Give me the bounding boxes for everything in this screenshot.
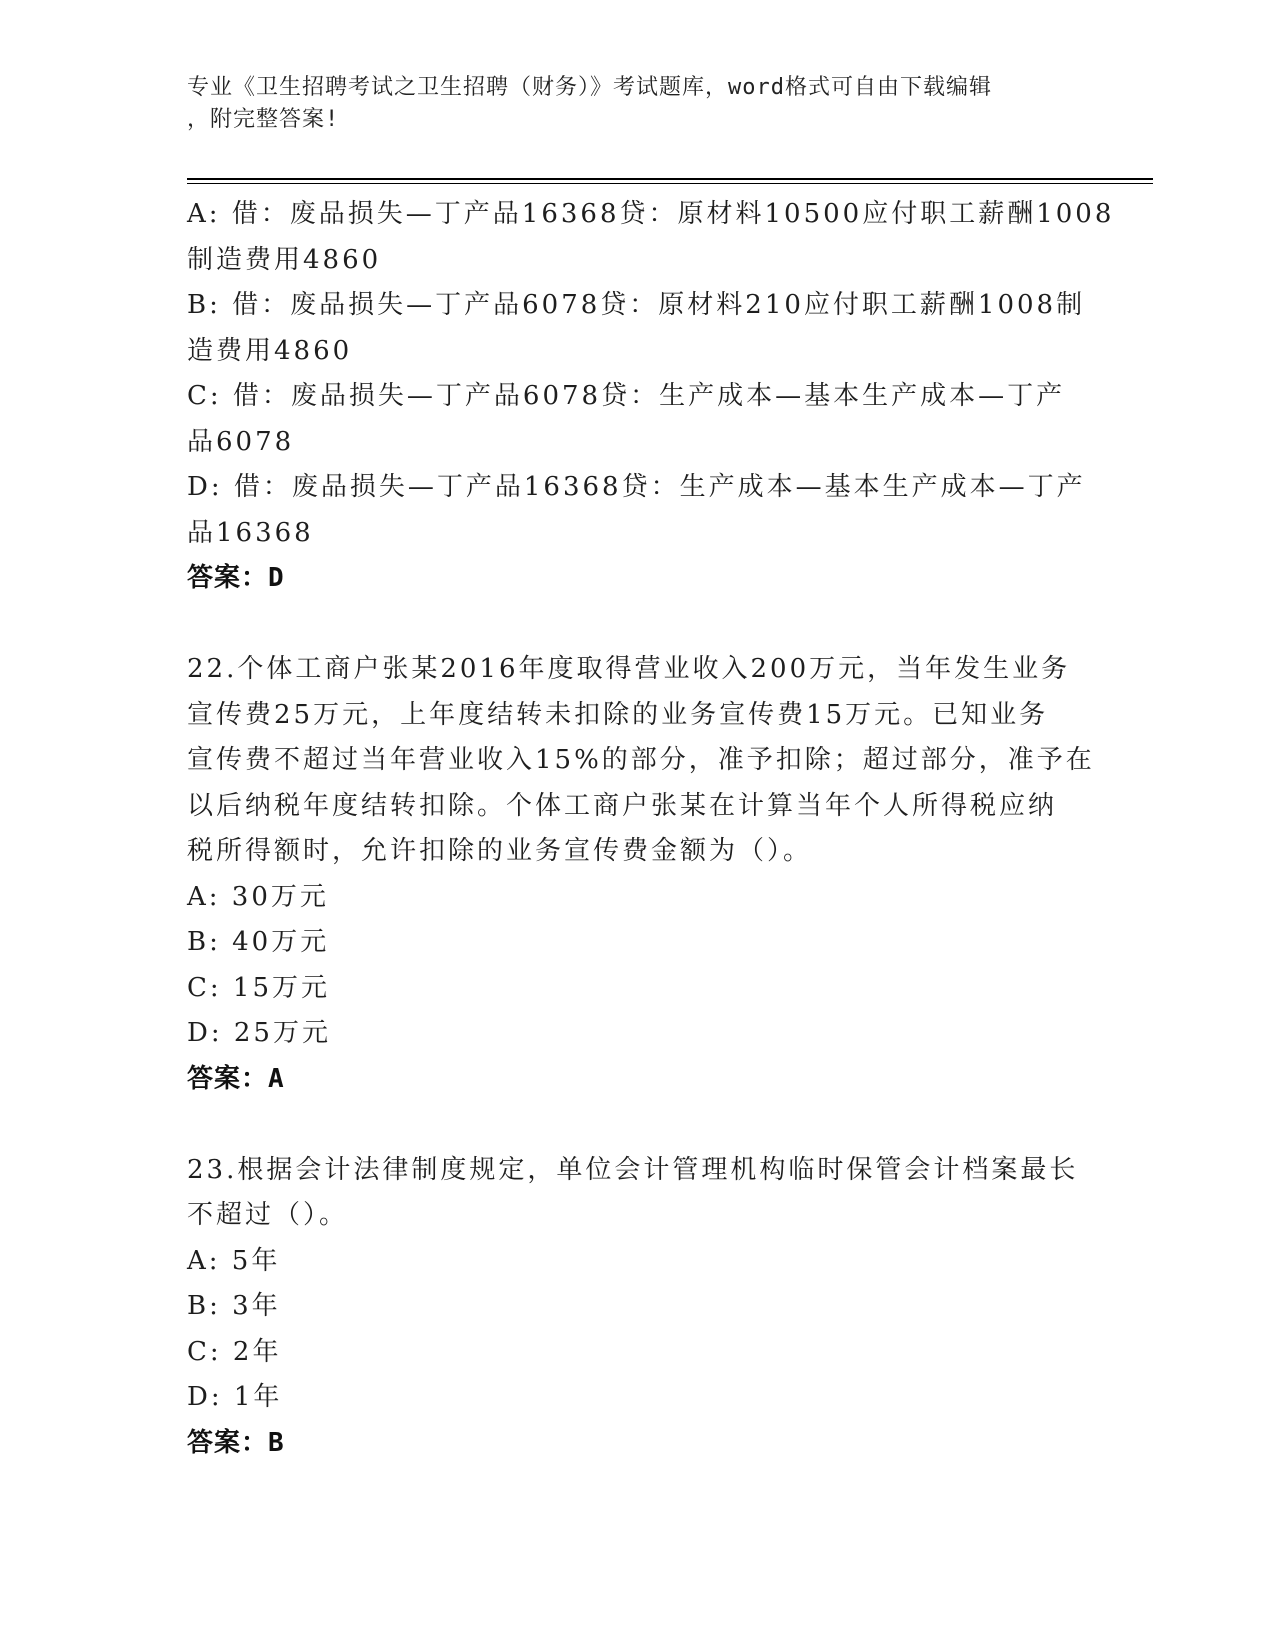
question-22-stem-line-2: 宣传费25万元，上年度结转未扣除的业务宣传费15万元。已知业务 bbox=[187, 699, 1049, 730]
option-c-line-2: 品6078 bbox=[187, 426, 295, 457]
question-23 bbox=[187, 1148, 1087, 1467]
spacer bbox=[187, 1102, 1087, 1148]
question-22-option-d: D: 25万元 bbox=[187, 1018, 331, 1048]
option-b-line-1: B: 借：废品损失—丁产品6078贷：原材料210应付职工薪酬1008制 bbox=[187, 290, 1086, 320]
document-page bbox=[187, 72, 1153, 1466]
document-header bbox=[187, 72, 1067, 136]
question-22-option-a: A: 30万元 bbox=[187, 881, 329, 912]
answer-21: 答案：D bbox=[187, 563, 285, 593]
question-23-option-b: B: 3年 bbox=[187, 1291, 281, 1321]
header-divider bbox=[187, 178, 1153, 184]
answer-22: 答案：A bbox=[187, 1063, 285, 1094]
option-a-line-1: A: 借：废品损失—丁产品16368贷：原材料10500应付职工薪酬1008 bbox=[187, 199, 1115, 229]
question-23-stem-line-1: 23.根据会计法律制度规定，单位会计管理机构临时保管会计档案最长 bbox=[187, 1154, 1079, 1185]
question-23-option-a: A: 5年 bbox=[187, 1245, 281, 1276]
question-22-stem-line-5: 税所得额时，允许扣除的业务宣传费金额为（）。 bbox=[187, 836, 813, 866]
spacer bbox=[187, 602, 1087, 648]
question-22-stem-line-3: 宣传费不超过当年营业收入15%的部分，准予扣除；超过部分，准予在 bbox=[187, 745, 1095, 775]
header-line-1: 专业《卫生招聘考试之卫生招聘（财务）》考试题库，word格式可自由下载编辑 bbox=[187, 75, 992, 100]
option-c-line-1: C: 借：废品损失—丁产品6078贷：生产成本—基本生产成本—丁产 bbox=[187, 381, 1066, 411]
question-23-option-c: C: 2年 bbox=[187, 1336, 282, 1367]
option-d-line-2: 品16368 bbox=[187, 517, 314, 548]
question-list bbox=[187, 192, 1115, 1466]
question-23-stem-line-2: 不超过（）。 bbox=[187, 1200, 349, 1230]
question-23-option-d: D: 1年 bbox=[187, 1382, 283, 1412]
option-d-line-1: D: 借：废品损失—丁产品16368贷：生产成本—基本生产成本—丁产 bbox=[187, 472, 1086, 502]
question-22-stem-line-1: 22.个体工商户张某2016年度取得营业收入200万元，当年发生业务 bbox=[187, 654, 1071, 684]
answer-23: 答案：B bbox=[187, 1427, 285, 1458]
question-22-option-b: B: 40万元 bbox=[187, 927, 330, 957]
question-21 bbox=[187, 192, 1115, 602]
option-a-line-2: 制造费用4860 bbox=[187, 244, 382, 275]
option-b-line-2: 造费用4860 bbox=[187, 335, 353, 366]
header-line-2: ，附完整答案! bbox=[187, 107, 340, 132]
question-22-option-c: C: 15万元 bbox=[187, 972, 331, 1003]
question-22-stem-line-4: 以后纳税年度结转扣除。个体工商户张某在计算当年个人所得税应纳 bbox=[187, 790, 1058, 821]
question-22 bbox=[187, 647, 1095, 1102]
